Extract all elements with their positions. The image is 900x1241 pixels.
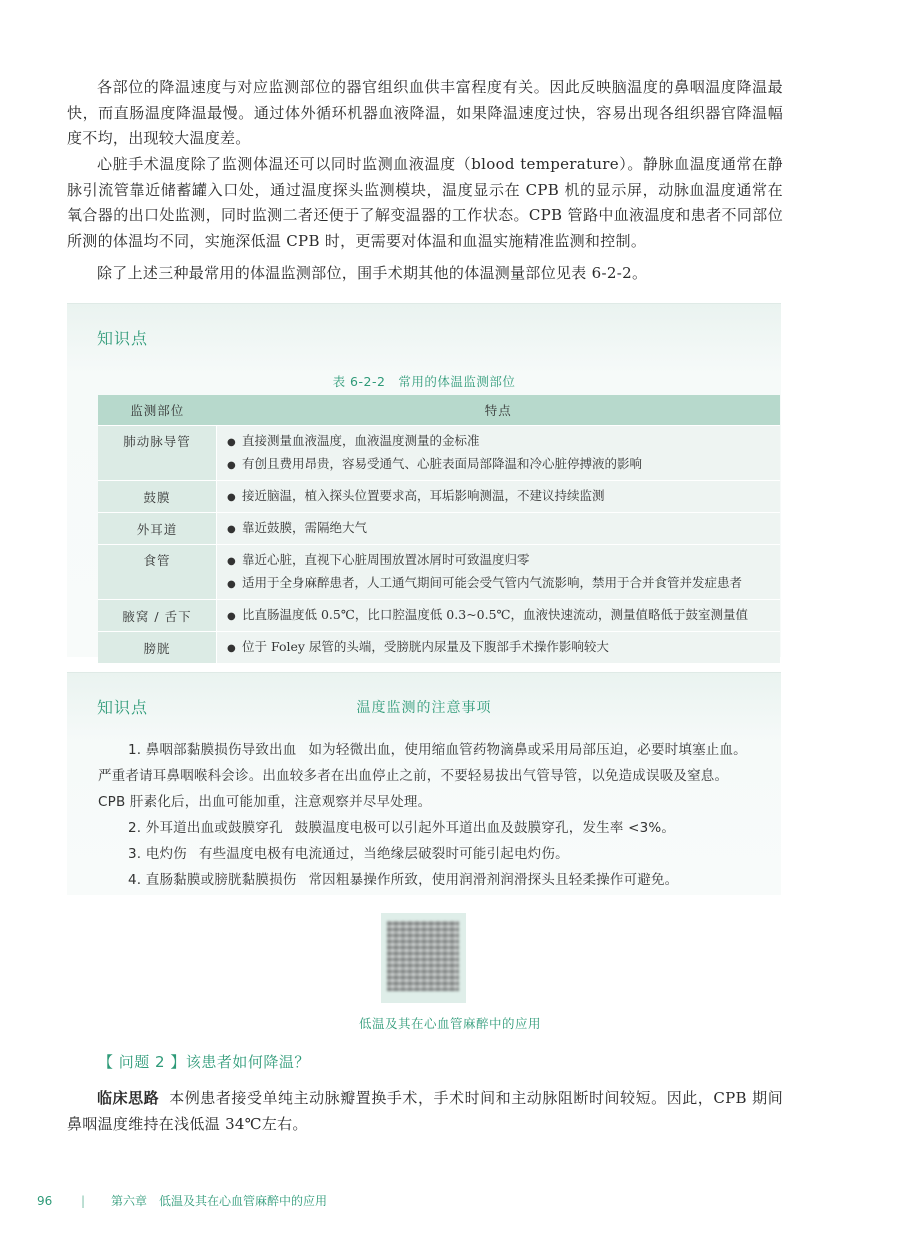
header-features: 特点 (217, 395, 781, 426)
qr-caption: 低温及其在心血管麻醉中的应用 (358, 1016, 541, 1031)
qr-code[interactable] (381, 913, 466, 1003)
feature-bullet (227, 485, 780, 508)
table-row (98, 426, 780, 481)
note-heading: 3. 电灼伤 (128, 846, 187, 862)
note-1-line-1 (128, 737, 747, 763)
feature-text: 有创且费用昂贵，容易受通气、心脏表面局部降温和冷心脏停搏液的影响 (242, 456, 643, 471)
feature-cell (217, 632, 781, 664)
note-4 (128, 867, 678, 893)
feature-bullet (227, 549, 780, 572)
feature-bullet (227, 430, 780, 453)
feature-cell (217, 600, 781, 632)
clinical-label: 临床思路 (97, 1089, 160, 1107)
knowledge-label: 知识点 (97, 698, 149, 717)
feature-text: 靠近鼓膜，需隔绝大气 (242, 520, 368, 535)
note-text: 如为轻微出血，使用缩血管药物滴鼻或采用局部压迫，必要时填塞止血。 (308, 742, 747, 758)
bullet-icon: ● (227, 437, 236, 448)
note-2 (128, 815, 675, 841)
clinical-thinking-paragraph (67, 1085, 783, 1137)
knowledge-box-temperature-sites (67, 303, 781, 657)
site-cell: 膀胱 (98, 632, 217, 664)
table-row (98, 481, 780, 513)
feature-cell (217, 426, 781, 481)
knowledge-label: 知识点 (97, 329, 149, 348)
table-header-row (98, 395, 780, 426)
body-paragraph-3: 除了上述三种最常用的体温监测部位，围手术期其他的体温测量部位见表 6-2-2。 (97, 264, 648, 282)
feature-bullet (227, 636, 780, 659)
feature-bullet (227, 572, 780, 595)
qr-code-image (387, 921, 459, 991)
feature-cell (217, 481, 781, 513)
note-heading: 2. 外耳道出血或鼓膜穿孔 (128, 820, 283, 836)
feature-text: 直接测量血液温度，血液温度测量的金标准 (242, 433, 480, 448)
knowledge-title: 温度监测的注意事项 (356, 700, 492, 716)
note-text: 有些温度电极有电流通过，当绝缘层破裂时可能引起电灼伤。 (198, 846, 569, 862)
site-cell: 腋窝 / 舌下 (98, 600, 217, 632)
site-cell: 肺动脉导管 (98, 426, 217, 481)
body-paragraph-1: 各部位的降温速度与对应监测部位的器官组织血供丰富程度有关。因此反映脑温度的鼻咽温度降温最快，而直肠温度降温最慢。通过体外循环机器血液降温，如果降温速度过快，容易出现各组织器官降温幅度不均，出现较大温度差。 (67, 78, 783, 148)
bullet-icon: ● (227, 643, 236, 654)
feature-text: 比直肠温度低 0.5℃，比口腔温度低 0.3~0.5℃，血液快速流动，测量值略低于鼓室测量值 (242, 607, 749, 622)
chapter-title: 第六章 低温及其在心血管麻醉中的应用 (111, 1194, 328, 1208)
feature-bullet (227, 604, 780, 627)
note-1-line-3: CPB 肝素化后，出血可能加重，注意观察并尽早处理。 (98, 794, 432, 810)
feature-text: 适用于全身麻醉患者，人工通气期间可能会受气管内气流影响，禁用于合并食管并发症患者 (242, 575, 743, 590)
feature-bullet (227, 453, 780, 476)
feature-cell (217, 513, 781, 545)
table-caption: 表 6-2-2 常用的体温监测部位 (332, 374, 516, 389)
header-site: 监测部位 (98, 395, 217, 426)
bullet-icon: ● (227, 524, 236, 535)
monitoring-sites-table (98, 395, 780, 663)
site-cell: 食管 (98, 545, 217, 600)
table-row (98, 545, 780, 600)
bullet-icon: ● (227, 579, 236, 590)
note-3 (128, 841, 569, 867)
note-text: 常因粗暴操作所致，使用润滑剂润滑探头且轻柔操作可避免。 (308, 872, 679, 888)
site-cell: 外耳道 (98, 513, 217, 545)
feature-bullet (227, 517, 780, 540)
bullet-icon: ● (227, 492, 236, 503)
site-cell: 鼓膜 (98, 481, 217, 513)
feature-text: 靠近心脏，直视下心脏周围放置冰屑时可致温度归零 (242, 552, 530, 567)
feature-text: 接近脑温，植入探头位置要求高，耳垢影响测温，不建议持续监测 (242, 488, 605, 503)
bullet-icon: ● (227, 556, 236, 567)
note-text: 鼓膜温度电极可以引起外耳道出血及鼓膜穿孔，发生率 <3%。 (294, 820, 676, 836)
footer-separator: | (81, 1194, 86, 1208)
table-row (98, 513, 780, 545)
table-row (98, 600, 780, 632)
clinical-text: 本例患者接受单纯主动脉瓣置换手术，手术时间和主动脉阻断时间较短。因此，CPB 期间鼻咽温度维持在浅低温 34℃左右。 (67, 1089, 784, 1133)
note-1-line-2: 严重者请耳鼻咽喉科会诊。出血较多者在出血停止之前，不要轻易拔出气管导管，以免造成误吸及窒息。 (98, 768, 729, 784)
question-heading: 【 问题 2 】该患者如何降温？ (98, 1053, 310, 1071)
note-heading: 4. 直肠黏膜或膀胱黏膜损伤 (128, 872, 297, 888)
bullet-icon: ● (227, 460, 236, 471)
note-heading: 1. 鼻咽部黏膜损伤导致出血 (128, 742, 297, 758)
table-row (98, 632, 780, 664)
page-footer (37, 1192, 327, 1209)
bullet-icon: ● (227, 611, 236, 622)
page-number: 96 (37, 1194, 53, 1208)
feature-cell (217, 545, 781, 600)
feature-text: 位于 Foley 尿管的头端，受膀胱内尿量及下腹部手术操作影响较大 (242, 639, 609, 654)
body-paragraph-2: 心脏手术温度除了监测体温还可以同时监测血液温度（blood temperature）。静脉血温度通常在静脉引流管靠近储蓄罐入口处，通过温度探头监测模块，温度显示在 CPB 机的显示屏，动脉血温度通常在氧合器的出口处监测，同时监测二者还便于了解变温器的工作状态。CPB 管路中血液温度和患者不同部位所测的体温均不同，实施深低温 CPB 时，更需要对体温和血温实施精准监测和控制。 (67, 155, 783, 250)
